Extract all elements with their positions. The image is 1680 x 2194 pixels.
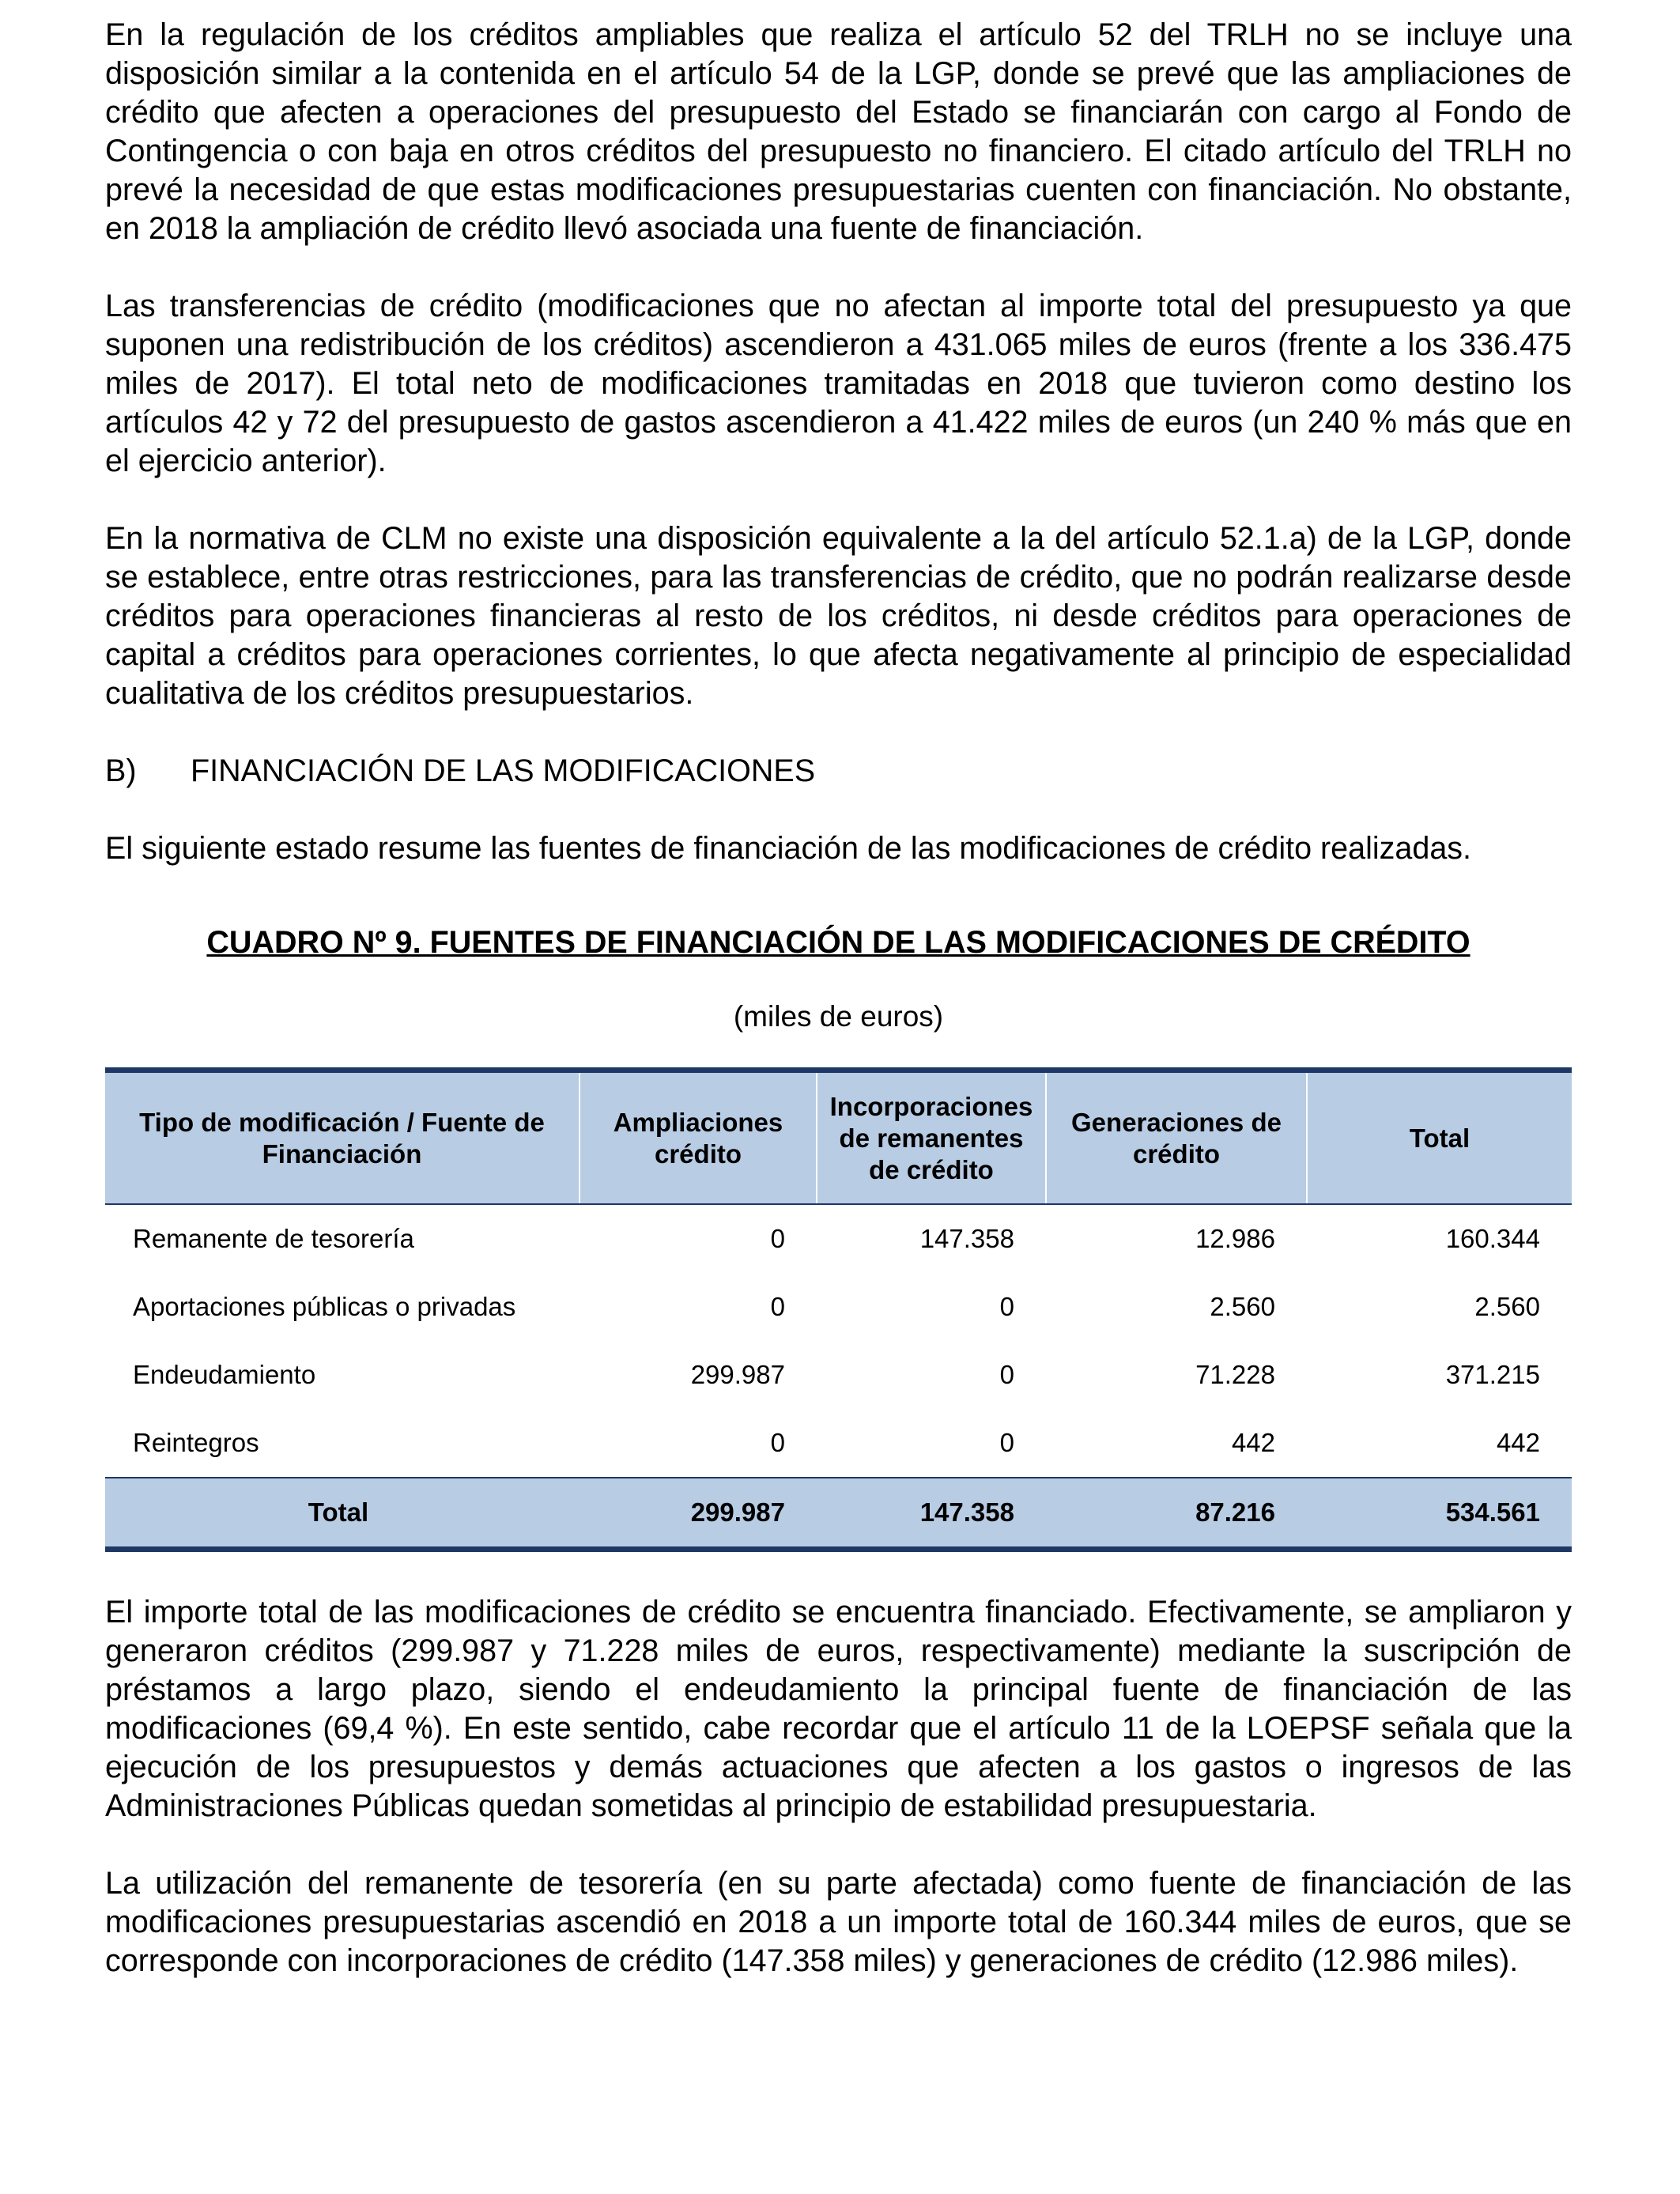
header-total: Total [1307, 1071, 1572, 1205]
cell-total: 2.560 [1474, 1292, 1540, 1321]
header-generaciones: Generaciones de crédito [1046, 1071, 1307, 1205]
cell-generaciones: 2.560 [1210, 1292, 1275, 1321]
cell-generaciones: 12.986 [1195, 1224, 1275, 1253]
cell-ampliaciones: 0 [770, 1292, 785, 1321]
paragraph-creditos-ampliables: En la regulación de los créditos ampliables que realiza el artículo 52 del TRLH no se incluye una disposición similar a la contenida en el artículo 54 de la LGP, donde se prevé que las ampliaciones de crédito que afecten a operaciones del presupuesto del Estado se financiarán con cargo al Fondo de Contingencia o con baja en otros créditos del presupuesto no financiero. El citado artículo del TRLH no prevé la necesidad de que estas modificaciones presupuestarias cuenten con financiación. No obstante, en 2018 la ampliación de crédito llevó asociada una fuente de financiación. [105, 17, 1572, 246]
section-title: FINANCIACIÓN DE LAS MODIFICACIONES [191, 753, 816, 788]
cell-incorporaciones: 0 [999, 1360, 1014, 1389]
cell-ampliaciones: 299.987 [690, 1360, 785, 1389]
paragraph-normativa-clm: En la normativa de CLM no existe una disposición equivalente a la del artículo 52.1.a) de la LGP, donde se establece, entre otras restricciones, para las transferencias de crédito, que no podrán realizarse desde créditos para operaciones financieras al resto de los créditos, ni desde créditos para operaciones de capital a créditos para operaciones corrientes, lo que afecta negativamente al principio de especialidad cualitativa de los créditos presupuestarios. [105, 521, 1572, 711]
cell-incorporaciones: 0 [999, 1292, 1014, 1321]
header-ampliaciones: Ampliaciones crédito [580, 1071, 817, 1205]
table-row [105, 1204, 1572, 1273]
row-label: Aportaciones públicas o privadas [133, 1292, 516, 1321]
cell-ampliaciones: 0 [770, 1428, 785, 1457]
table-header-row [105, 1071, 1572, 1205]
paragraph-remanente: La utilización del remanente de tesorería (en su parte afectada) como fuente de financiación de las modificaciones presupuestarias ascendió en 2018 a un importe total de 160.344 miles de euros, que se corresponde con incorporaciones de crédito (147.358 miles) y generaciones de crédito (12.986 miles). [105, 1866, 1572, 1978]
table-total-row [105, 1478, 1572, 1550]
paragraph-intro-table: El siguiente estado resume las fuentes de financiación de las modificaciones de crédito realizadas. [105, 831, 1472, 866]
paragraph-transferencias: Las transferencias de crédito (modificaciones que no afectan al importe total del presupuesto ya que suponen una redistribución de los créditos) ascendieron a 431.065 miles de euros (frente a los 336.475 miles de 2017). El total neto de modificaciones tramitadas en 2018 que tuvieron como destino los artículos 42 y 72 del presupuesto de gastos ascendieron a 41.422 miles de euros (un 240 % más que en el ejercicio anterior). [105, 289, 1572, 478]
header-incorporaciones: Incorporaciones de remanentes de crédito [817, 1071, 1046, 1205]
document-page [105, 16, 1572, 1981]
section-heading [105, 752, 1572, 791]
header-tipo: Tipo de modificación / Fuente de Financiación [105, 1071, 580, 1205]
table-row [105, 1273, 1572, 1341]
financing-table [105, 1067, 1572, 1552]
row-label: Endeudamiento [133, 1360, 316, 1389]
cell-incorporaciones: 147.358 [919, 1224, 1014, 1253]
total-incorporaciones: 147.358 [817, 1478, 1046, 1550]
cell-generaciones: 71.228 [1195, 1360, 1275, 1389]
paragraph-importe-total: El importe total de las modificaciones de crédito se encuentra financiado. Efectivamente, se ampliaron y generaron créditos (299.987 y 71.228 miles de euros, respectivamente) mediante la suscripción de préstamos a largo plazo, siendo el endeudamiento la principal fuente de financiación de las modificaciones (69,4 %). En este sentido, cabe recordar que el artículo 11 de la LOEPSF señala que la ejecución de los presupuestos y demás actuaciones que afecten a los gastos o ingresos de las Administraciones Públicas quedan sometidas al principio de estabilidad presupuestaria. [105, 1595, 1572, 1823]
cell-incorporaciones: 0 [999, 1428, 1014, 1457]
cell-generaciones: 442 [1231, 1428, 1275, 1457]
total-total: 534.561 [1307, 1478, 1572, 1550]
row-label: Reintegros [133, 1428, 259, 1457]
table-row [105, 1341, 1572, 1409]
cell-ampliaciones: 0 [770, 1224, 785, 1253]
section-letter: B) [105, 753, 137, 788]
table-row [105, 1409, 1572, 1478]
cell-total: 371.215 [1445, 1360, 1540, 1389]
total-label: Total [105, 1478, 580, 1550]
cell-total: 442 [1496, 1428, 1540, 1457]
row-label: Remanente de tesorería [133, 1224, 414, 1253]
table-title: CUADRO Nº 9. FUENTES DE FINANCIACIÓN DE LAS MODIFICACIONES DE CRÉDITO [206, 925, 1470, 960]
cell-total: 160.344 [1445, 1224, 1540, 1253]
total-ampliaciones: 299.987 [580, 1478, 817, 1550]
table-unit: (miles de euros) [733, 1000, 944, 1033]
total-generaciones: 87.216 [1046, 1478, 1307, 1550]
